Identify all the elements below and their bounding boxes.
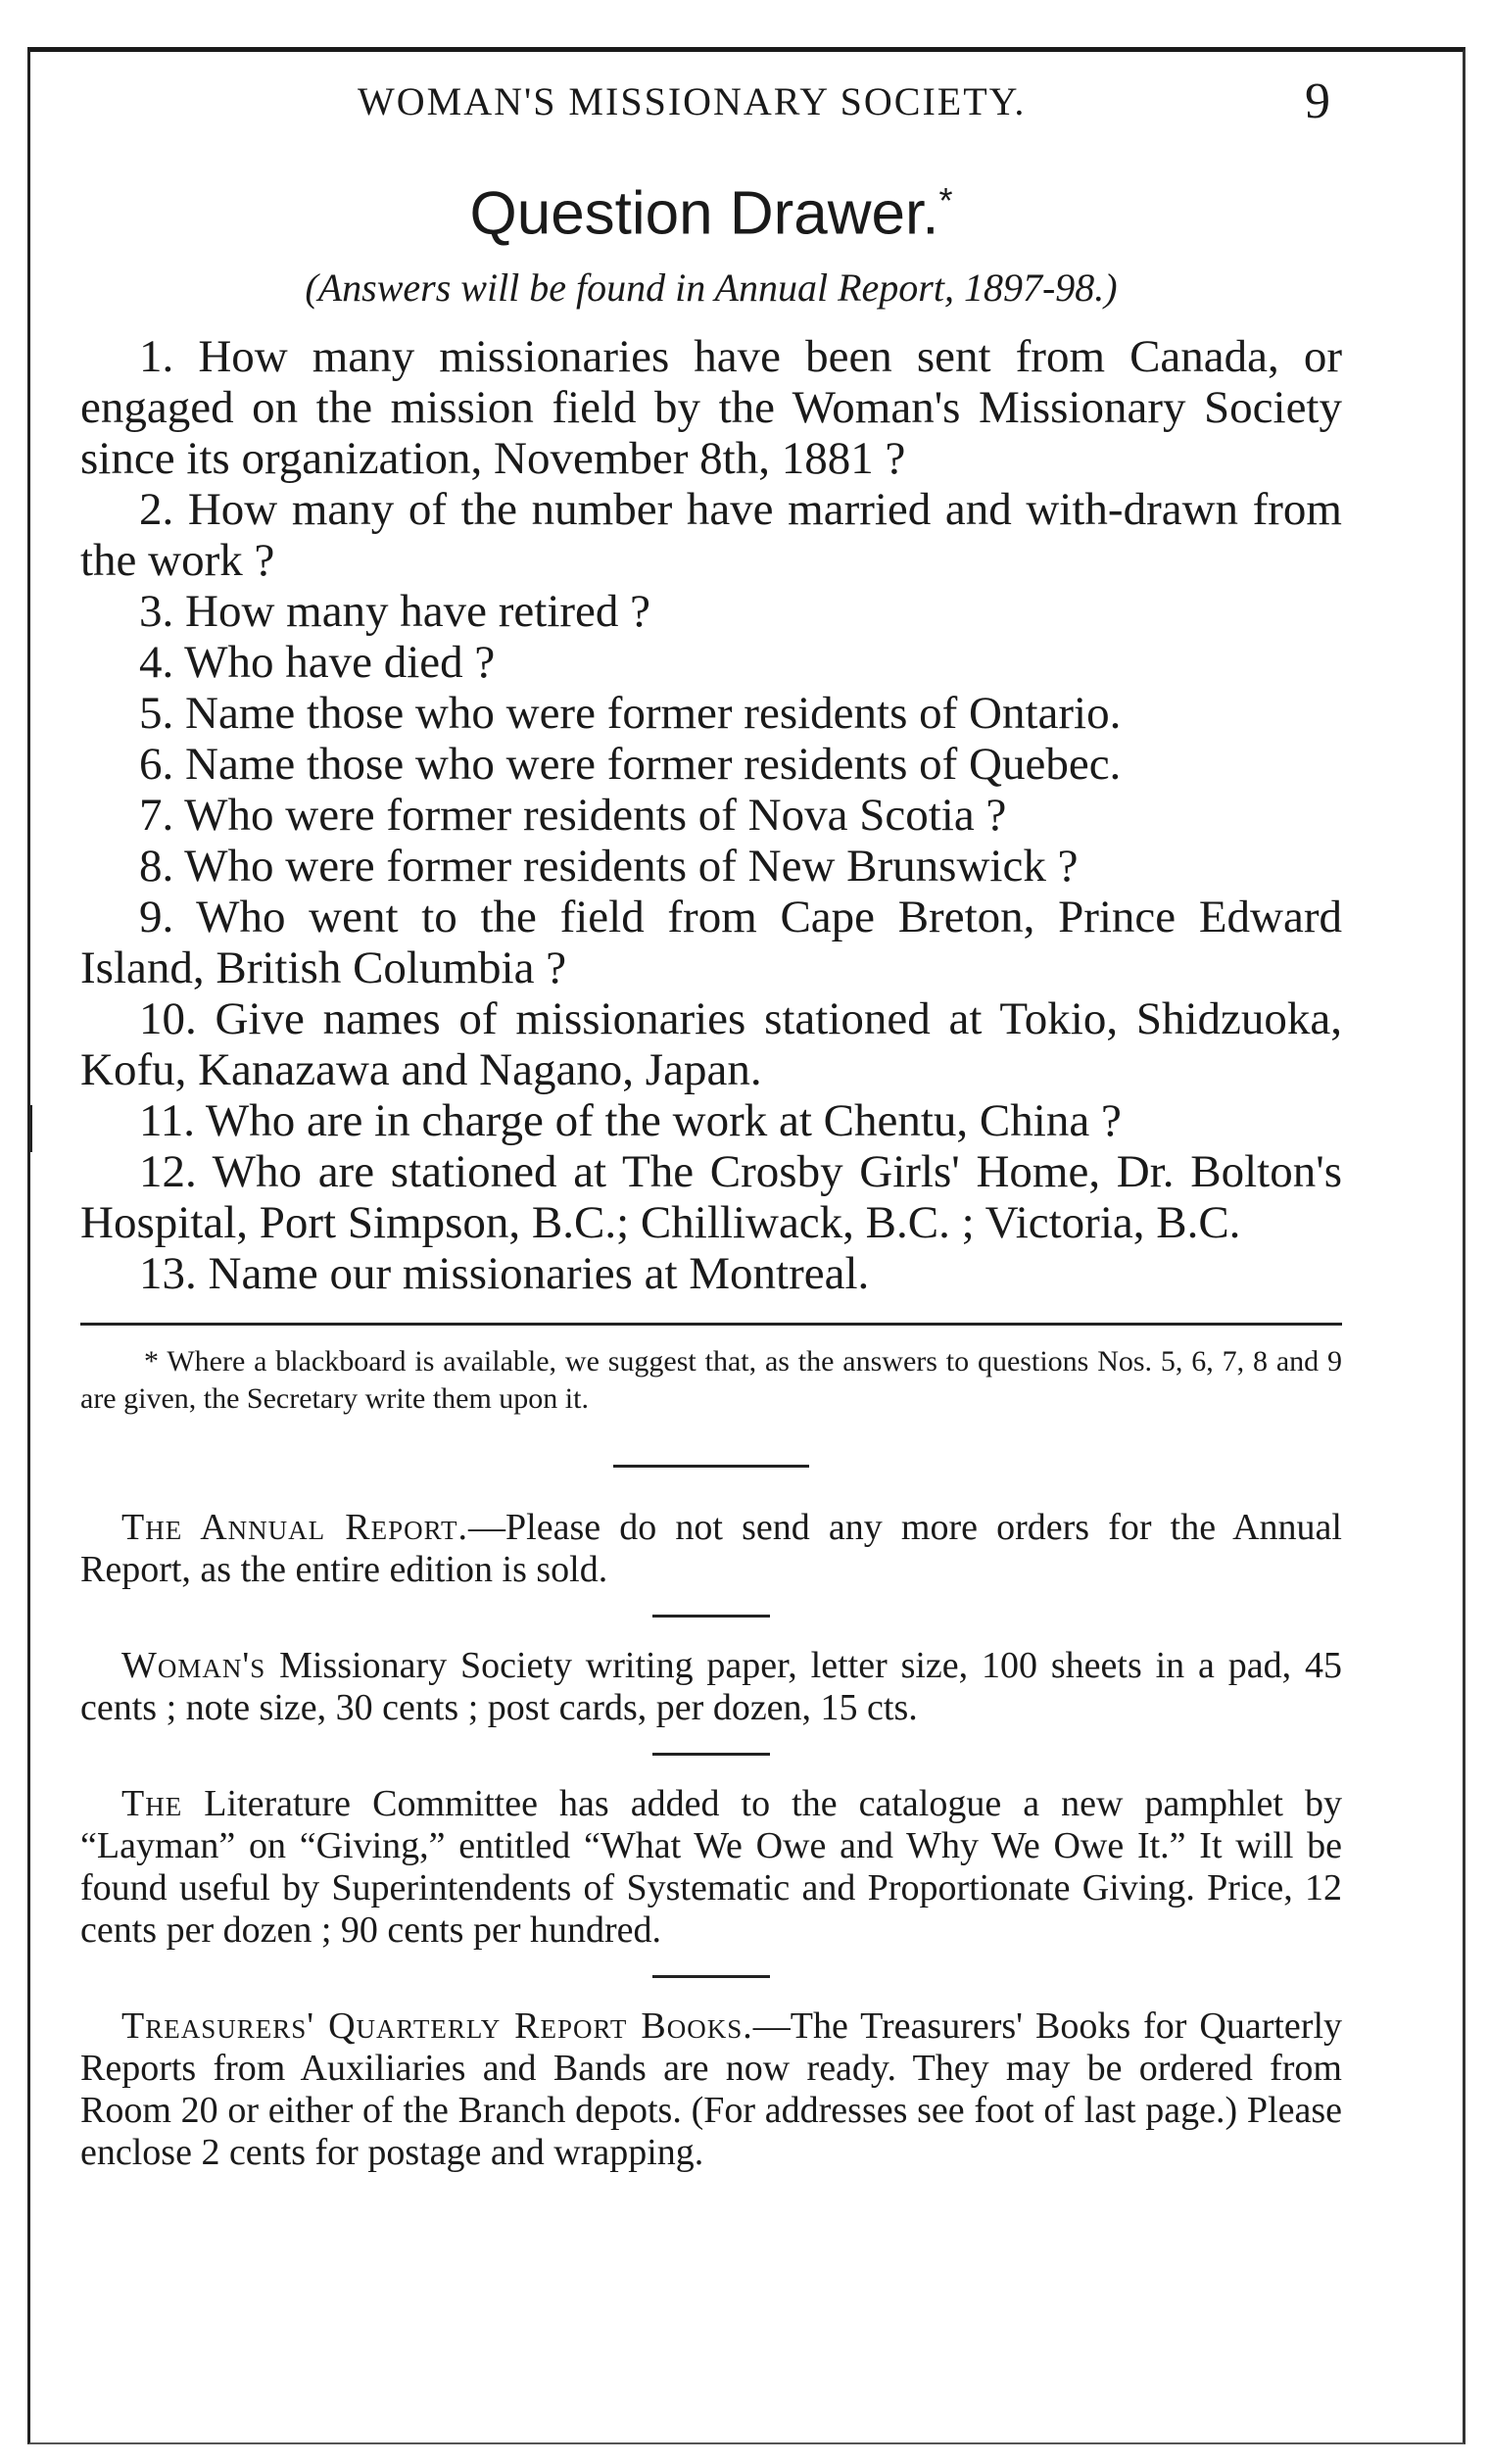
question-item: 1. How many missionaries have been sent from Canada, or engaged on the mission field by the Woman's Missionary Society since its organization, November 8th, 1881 ? [80, 330, 1342, 484]
notice-lead: Woman's [121, 1644, 266, 1686]
page-number: 9 [1305, 73, 1330, 129]
running-header [0, 73, 1489, 137]
question-item: 12. Who are stationed at The Crosby Girls' Home, Dr. Bolton's Hospital, Port Simpson, B.C.; Chilliwack, B.C. ; Victoria, B.C. [80, 1145, 1342, 1248]
question-item: 8. Who were former residents of New Brunswick ? [139, 840, 1079, 892]
divider [613, 1465, 809, 1468]
divider [652, 1753, 770, 1756]
question-item: 6. Name those who were former residents of Quebec. [139, 738, 1122, 790]
section-subtitle: (Answers will be found in Annual Report, 1897-98.) [305, 265, 1118, 310]
notice-lead: Treasurers' Quarterly Report Books. [121, 2005, 753, 2047]
section-title-text: Question Drawer. [469, 179, 939, 248]
notice-annual-report [80, 1507, 1342, 1591]
question-item: 4. Who have died ? [139, 636, 496, 688]
question-item: 3. How many have retired ? [139, 585, 651, 637]
divider [80, 1323, 1342, 1326]
margin-mark [29, 1105, 32, 1152]
page-content [80, 157, 1342, 2174]
section-title [80, 157, 1342, 259]
notice-text: —The Treasurers' Books for Quarterly Reports from Auxiliaries and Bands are now ready. They may be ordered from Room 20 or either of the Branch depots. (For addresses see foot of last page.) Please enclose 2 cents for postage and wrapping. [80, 2005, 1342, 2173]
question-item: 10. Give names of missionaries stationed at Tokio, Shidzuoka, Kofu, Kanazawa and Nagano, Japan. [80, 992, 1342, 1095]
footnote: * Where a blackboard is available, we suggest that, as the answers to questions Nos. 5, 6, 7, 8 and 9 are given, the Secretary write them upon it. [80, 1344, 1342, 1415]
divider [652, 1615, 770, 1618]
notice-text: Literature Committee has added to the catalogue a new pamphlet by “Layman” on “Giving,” entitled “What We Owe and Why We Owe It.” It will be found useful by Superintendents of Systematic and Proportionate Giving. Price, 12 cents per dozen ; 90 cents per hundred. [80, 1782, 1342, 1951]
question-item: 11. Who are in charge of the work at Chentu, China ? [139, 1094, 1122, 1146]
notice-text: Missionary Society writing paper, letter size, 100 sheets in a pad, 45 cents ; note size, 30 cents ; post cards, per dozen, 15 cts. [80, 1644, 1342, 1728]
notice-lead: The Annual Report. [121, 1506, 469, 1548]
notice-treasurers-books [80, 2005, 1342, 2174]
divider [652, 1975, 770, 1978]
question-item: 13. Name our missionaries at Montreal. [139, 1247, 870, 1299]
notice-writing-paper [80, 1645, 1342, 1729]
question-item: 5. Name those who were former residents of Ontario. [139, 687, 1122, 739]
notice-lead: The [121, 1782, 183, 1824]
notice-text: —Please do not send any more orders for the Annual Report, as the entire edition is sold. [80, 1506, 1342, 1590]
running-title: WOMAN'S MISSIONARY SOCIETY. [358, 79, 1027, 123]
question-list [80, 331, 1342, 1299]
question-item: 7. Who were former residents of Nova Scotia ? [139, 789, 1007, 841]
question-item: 9. Who went to the field from Cape Breton, Prince Edward Island, British Columbia ? [80, 891, 1342, 993]
notice-literature-committee [80, 1783, 1342, 1952]
footnote-marker: * [938, 180, 953, 220]
question-item: 2. How many of the number have married and with-drawn from the work ? [80, 483, 1342, 586]
